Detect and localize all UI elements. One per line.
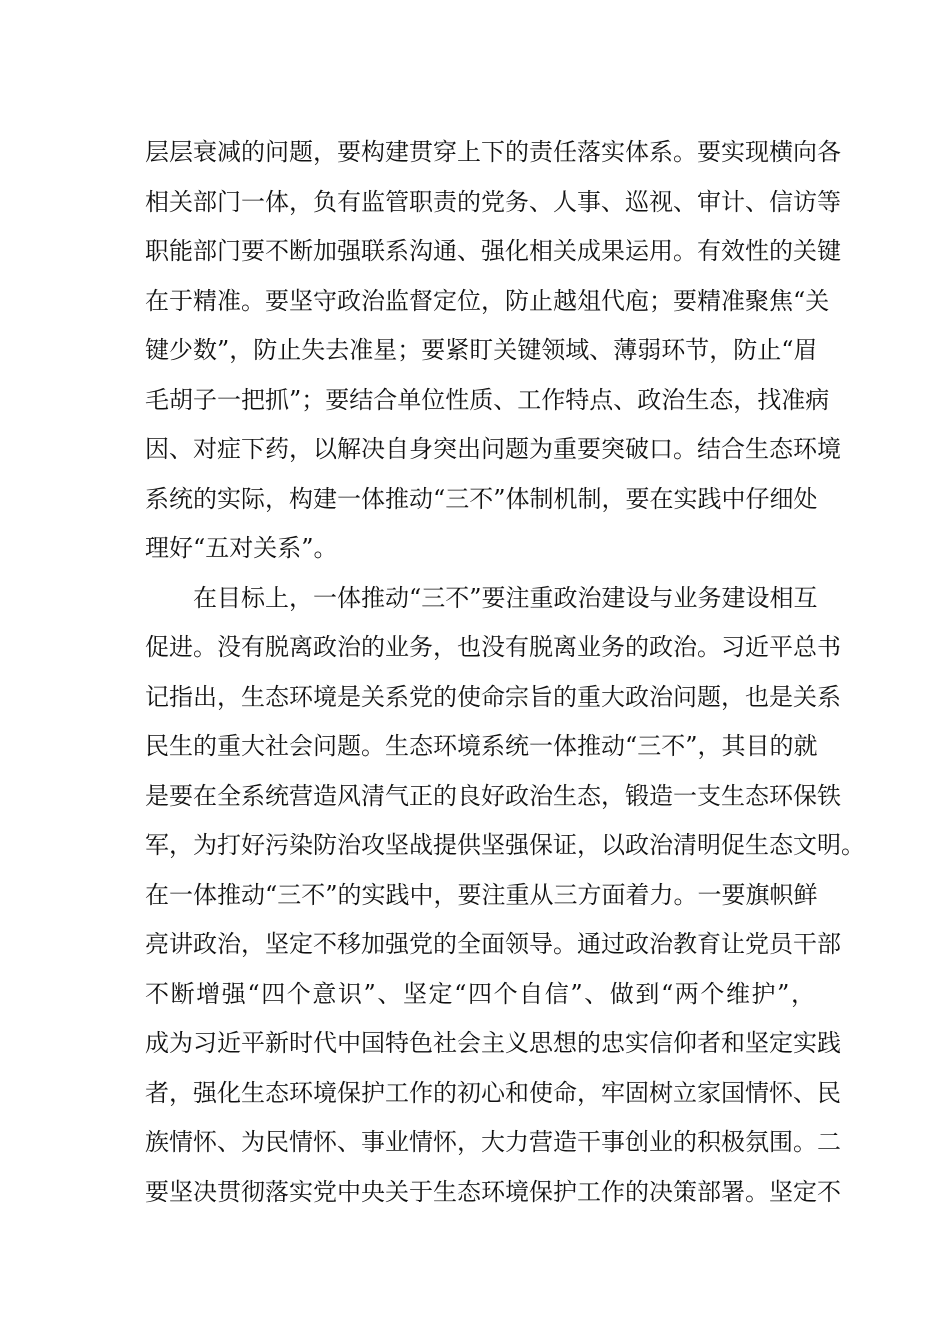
text-line: 理好“五对关系”。 [145, 534, 338, 562]
text-line: 在目标上，一体推动“三不”要注重政治建设与业务建设相互 [193, 583, 818, 612]
text-line: 族情怀、为民情怀、事业情怀，大力营造干事创业的积极氛围。二 [145, 1128, 841, 1156]
text-line: 者，强化生态环境保护工作的初心和使命，牢固树立家国情怀、民 [145, 1078, 841, 1107]
text-line: 促进。没有脱离政治的业务，也没有脱离业务的政治。习近平总书 [145, 633, 841, 661]
text-line: 民生的重大社会问题。生态环境系统一体推动“三不”，其目的就 [145, 732, 818, 760]
text-line: 要坚决贯彻落实党中央关于生态环境保护工作的决策部署。坚定不 [145, 1177, 841, 1206]
text-line: 亮讲政治，坚定不移加强党的全面领导。通过政治教育让党员干部 [145, 930, 841, 958]
text-line: 军，为打好污染防治攻坚战提供坚强保证，以政治清明促生态文明。 [145, 831, 865, 859]
text-line: 记指出，生态环境是关系党的使命宗旨的重大政治问题，也是关系 [145, 682, 841, 711]
text-line: 职能部门要不断加强联系沟通、强化相关成果运用。有效性的关键 [145, 237, 841, 265]
text-line: 在于精准。要坚守政治监督定位，防止越俎代庖；要精准聚焦“关 [145, 286, 830, 315]
text-line: 不断增强“四个意识”、坚定“四个自信”、做到“两个维护”， [145, 979, 815, 1008]
text-line: 是要在全系统营造风清气正的良好政治生态，锻造一支生态环保铁 [145, 781, 841, 810]
text-line: 毛胡子一把抓”；要结合单位性质、工作特点、政治生态，找准病 [145, 385, 830, 414]
text-line: 因、对症下药，以解决自身突出问题为重要突破口。结合生态环境 [145, 435, 841, 463]
document-body [145, 128, 865, 1217]
text-line: 键少数”，防止失去准星；要紧盯关键领域、薄弱环节，防止“眉 [145, 336, 818, 364]
text-line: 在一体推动“三不”的实践中，要注重从三方面着力。一要旗帜鲜 [145, 880, 818, 909]
text-line: 成为习近平新时代中国特色社会主义思想的忠实信仰者和坚定实践 [145, 1029, 841, 1057]
text-line: 系统的实际，构建一体推动“三不”体制机制，要在实践中仔细处 [145, 484, 818, 513]
text-line: 层层衰减的问题，要构建贯穿上下的责任落实体系。要实现横向各 [145, 138, 841, 166]
text-line: 相关部门一体，负有监管职责的党务、人事、巡视、审计、信访等 [145, 187, 841, 216]
